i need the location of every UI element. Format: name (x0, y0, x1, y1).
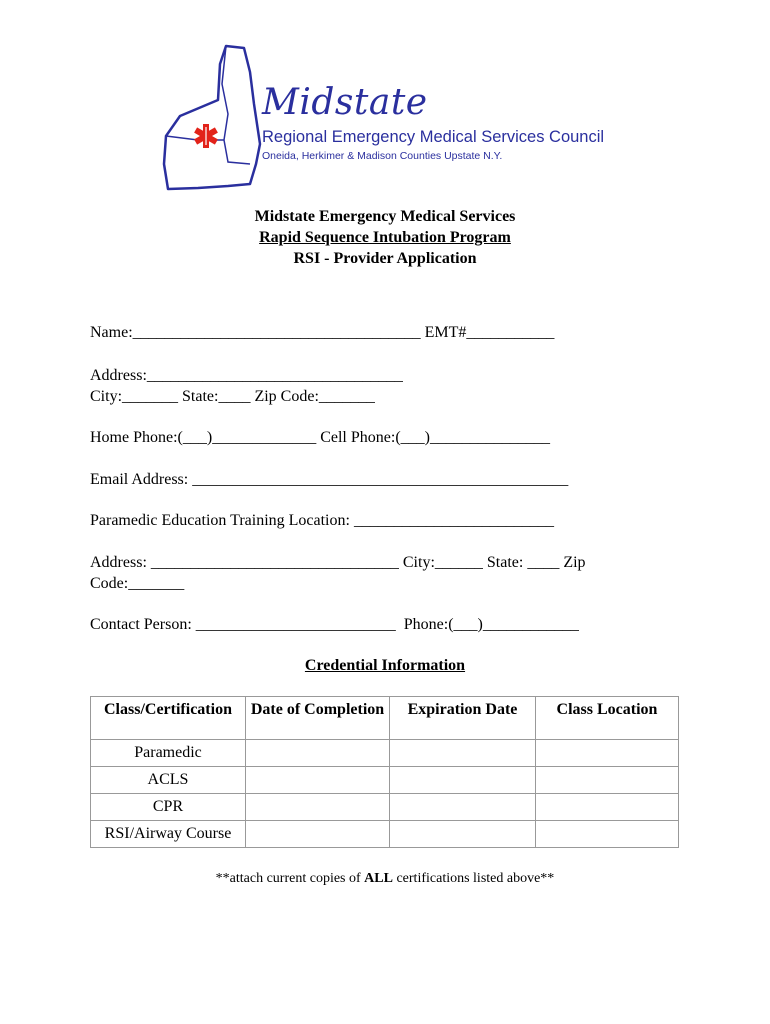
logo-counties: Oneida, Herkimer & Madison Counties Upstate N.Y. (262, 150, 503, 162)
col-date: Date of Completion (246, 697, 390, 740)
header-form-title: RSI - Provider Application (293, 250, 477, 267)
class-cell: CPR (91, 794, 246, 821)
location-cell[interactable] (536, 740, 679, 767)
col-class: Class/Certification (91, 697, 246, 740)
header-program: Rapid Sequence Intubation Program (259, 229, 511, 246)
table-row (91, 794, 679, 821)
date-cell[interactable] (246, 821, 390, 848)
attach-note-suffix: certifications listed above** (392, 871, 555, 886)
training-zip-field[interactable]: Code:_______ (90, 575, 185, 592)
credential-header-row (91, 697, 679, 740)
attach-note (0, 871, 770, 887)
name-emt-field[interactable]: Name:____________________________________ EMT#___________ (90, 324, 555, 341)
credential-section-title: Credential Information (304, 657, 466, 674)
address-field[interactable]: Address:________________________________ (90, 367, 403, 384)
location-cell[interactable] (536, 794, 679, 821)
attach-note-emphasis: ALL (364, 871, 393, 886)
date-cell[interactable] (246, 767, 390, 794)
expiration-cell[interactable] (390, 794, 536, 821)
phone-fields[interactable]: Home Phone:(___)_____________ Cell Phone:(___)_______________ (90, 429, 550, 446)
expiration-cell[interactable] (390, 821, 536, 848)
expiration-cell[interactable] (390, 740, 536, 767)
city-state-zip-field[interactable]: City:_______ State:____ Zip Code:_______ (90, 388, 375, 405)
table-row (91, 767, 679, 794)
date-cell[interactable] (246, 794, 390, 821)
training-address-field[interactable]: Address: _______________________________ City:______ State: ____ Zip (90, 554, 586, 571)
date-cell[interactable] (246, 740, 390, 767)
email-field[interactable]: Email Address: _______________________________________________ (90, 471, 569, 488)
logo-subtitle: Regional Emergency Medical Services Council (262, 128, 605, 146)
expiration-cell[interactable] (390, 767, 536, 794)
col-expiration: Expiration Date (390, 697, 536, 740)
contact-person-field[interactable]: Contact Person: _________________________ Phone:(___)____________ (90, 616, 579, 633)
star-of-life-icon (194, 124, 218, 148)
header-org: Midstate Emergency Medical Services (254, 208, 516, 225)
location-cell[interactable] (536, 821, 679, 848)
class-cell: ACLS (91, 767, 246, 794)
location-cell[interactable] (536, 767, 679, 794)
credential-table (90, 696, 679, 848)
logo-title: Midstate (262, 82, 428, 123)
attach-note-prefix: **attach current copies of (215, 871, 365, 886)
class-cell: Paramedic (91, 740, 246, 767)
table-row (91, 740, 679, 767)
table-row (91, 821, 679, 848)
col-location: Class Location (536, 697, 679, 740)
training-location-field[interactable]: Paramedic Education Training Location: _________________________ (90, 512, 554, 529)
class-cell: RSI/Airway Course (91, 821, 246, 848)
